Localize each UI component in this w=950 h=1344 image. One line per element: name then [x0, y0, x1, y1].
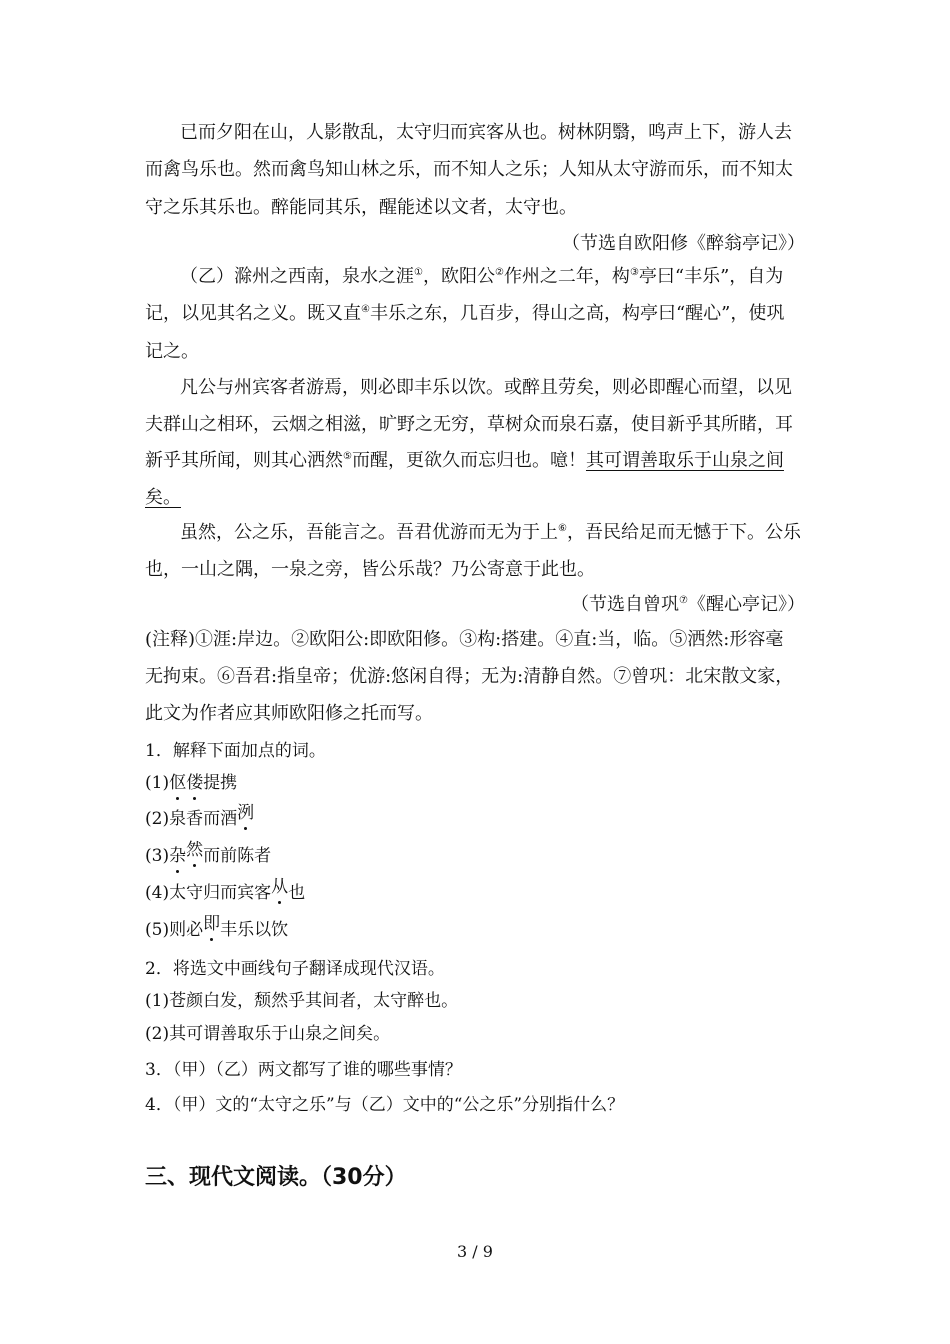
section-heading: 三、现代文阅读。（30分） — [145, 1165, 407, 1190]
question-1-item-2 — [145, 803, 255, 831]
passage-b-p1-line-2 — [145, 302, 815, 326]
dotted-char: 偻 — [186, 773, 204, 793]
passage-b-p2-line-3 — [145, 449, 815, 473]
question-1-item-3 — [145, 840, 272, 868]
text-segment: （乙）滁州之西南，泉水之涯 — [180, 266, 414, 287]
dotted-char: 从 — [271, 877, 289, 897]
passage-b-p2-line-1: 凡公与州宾客者游焉，则必即丰乐以饮。或醉且劳矣，则必即醒心而望，以见 — [180, 377, 792, 398]
passage-a-line-2: 而禽鸟乐也。然而禽鸟知山林之乐，而不知人之乐；人知从太守游而乐，而不知太 — [145, 159, 793, 180]
dotted-char: 伛 — [169, 773, 187, 793]
text-segment: 亭曰“丰乐”，自为 — [638, 266, 784, 287]
notes-line-1: (注释)①涯:岸边。②欧阳公:即欧阳修。③构:搭建。④直:当，临。⑤洒然:形容毫 — [145, 629, 784, 650]
text-segment: 而前陈者 — [203, 846, 272, 866]
text-segment: 作州之二年，构 — [503, 266, 630, 287]
passage-a-line-3: 守之乐其乐也。醉能同其乐，醒能述以文者，太守也。 — [145, 197, 577, 218]
question-3: 3．（甲）（乙）两文都写了谁的哪些事情？ — [145, 1060, 462, 1080]
passage-b-source — [571, 593, 805, 617]
underlined-sentence: 其可谓善取乐于山泉之间 — [585, 450, 784, 471]
question-1-item-5 — [145, 914, 289, 942]
question-1-title: 1．解释下面加点的词。 — [145, 741, 326, 761]
footnote-mark-6: ⑥ — [558, 523, 567, 534]
passage-a-line-1: 已而夕阳在山，人影散乱，太守归而宾客从也。树林阴翳，鸣声上下，游人去 — [180, 122, 792, 143]
passage-b-p3-line-2: 也，一山之隅，一泉之旁，皆公乐哉？乃公寄意于此也。 — [145, 559, 595, 580]
passage-b-p2-line-4 — [145, 486, 815, 510]
notes-line-2: 无拘束。⑥吾君:指皇帝；优游:悠闲自得；无为:清静自然。⑦曾巩：北宋散文家， — [145, 666, 794, 687]
passage-a-source: （节选自欧阳修《醉翁亭记》） — [562, 233, 805, 254]
footnote-mark-1: ① — [414, 267, 423, 278]
footnote-mark-4: ④ — [361, 304, 370, 315]
dotted-char: 杂 — [169, 846, 187, 866]
question-1-item-1 — [145, 771, 237, 795]
text-segment: 记，以见其名之义。既又直 — [145, 303, 361, 324]
text-segment: 丰乐以饮 — [220, 920, 289, 940]
passage-b-p2-line-2: 夫群山之相环，云烟之相滋，旷野之无穷，草树众而泉石嘉，使目新乎其所睹，耳 — [145, 414, 793, 435]
footnote-mark-5: ⑤ — [343, 451, 352, 462]
footnote-mark-7: ⑦ — [679, 595, 688, 606]
dotted-char: 然 — [186, 840, 204, 860]
text-segment: ，吾民给足而无憾于下。公乐 — [566, 522, 801, 543]
question-2-item-1: (1)苍颜白发，颓然乎其间者，太守醉也。 — [145, 991, 459, 1011]
text-segment: (2)泉香而酒 — [145, 809, 238, 829]
text-segment: ，欧阳公 — [422, 266, 495, 287]
passage-b-p1-line-1 — [180, 265, 820, 289]
dotted-char: 即 — [203, 914, 221, 934]
text-segment: 《醒心亭记》） — [688, 594, 805, 615]
footnote-mark-2: ② — [494, 267, 504, 278]
question-2-item-2: (2)其可谓善取乐于山泉之间矣。 — [145, 1024, 391, 1044]
text-segment: 也 — [288, 883, 306, 903]
passage-b-p3-line-1 — [180, 521, 820, 545]
question-4: 4．（甲）文的“太守之乐”与（乙）文中的“公之乐”分别指什么？ — [145, 1095, 625, 1115]
text-segment: 而醒，更欲久而忘归也。噫！ — [351, 450, 586, 471]
page-number: 3 / 9 — [457, 1242, 493, 1261]
passage-b-p1-line-3: 记之。 — [145, 341, 199, 362]
text-segment: (4)太守归而宾客 — [145, 883, 272, 903]
text-segment: 丰乐之东，几百步，得山之高，构亭曰“醒心”，使巩 — [369, 303, 785, 324]
text-segment: 新乎其所闻，则其心洒然 — [145, 450, 343, 471]
question-2-title: 2．将选文中画线句子翻译成现代汉语。 — [145, 959, 445, 979]
question-1-item-4 — [145, 877, 306, 905]
footnote-mark-3: ③ — [629, 267, 639, 278]
text-segment: (3) — [145, 846, 170, 866]
notes-line-3: 此文为作者应其师欧阳修之托而写。 — [145, 703, 433, 724]
text-segment: 虽然，公之乐，吾能言之。吾君优游而无为于上 — [180, 522, 558, 543]
dotted-char: 洌 — [237, 803, 255, 823]
underlined-sentence-end: 矣。 — [145, 487, 181, 508]
text-segment: (5)则必 — [145, 920, 204, 940]
text-segment: 提携 — [203, 773, 238, 793]
text-segment: （节选自曾巩 — [571, 594, 680, 615]
text-segment: (1) — [145, 773, 170, 793]
